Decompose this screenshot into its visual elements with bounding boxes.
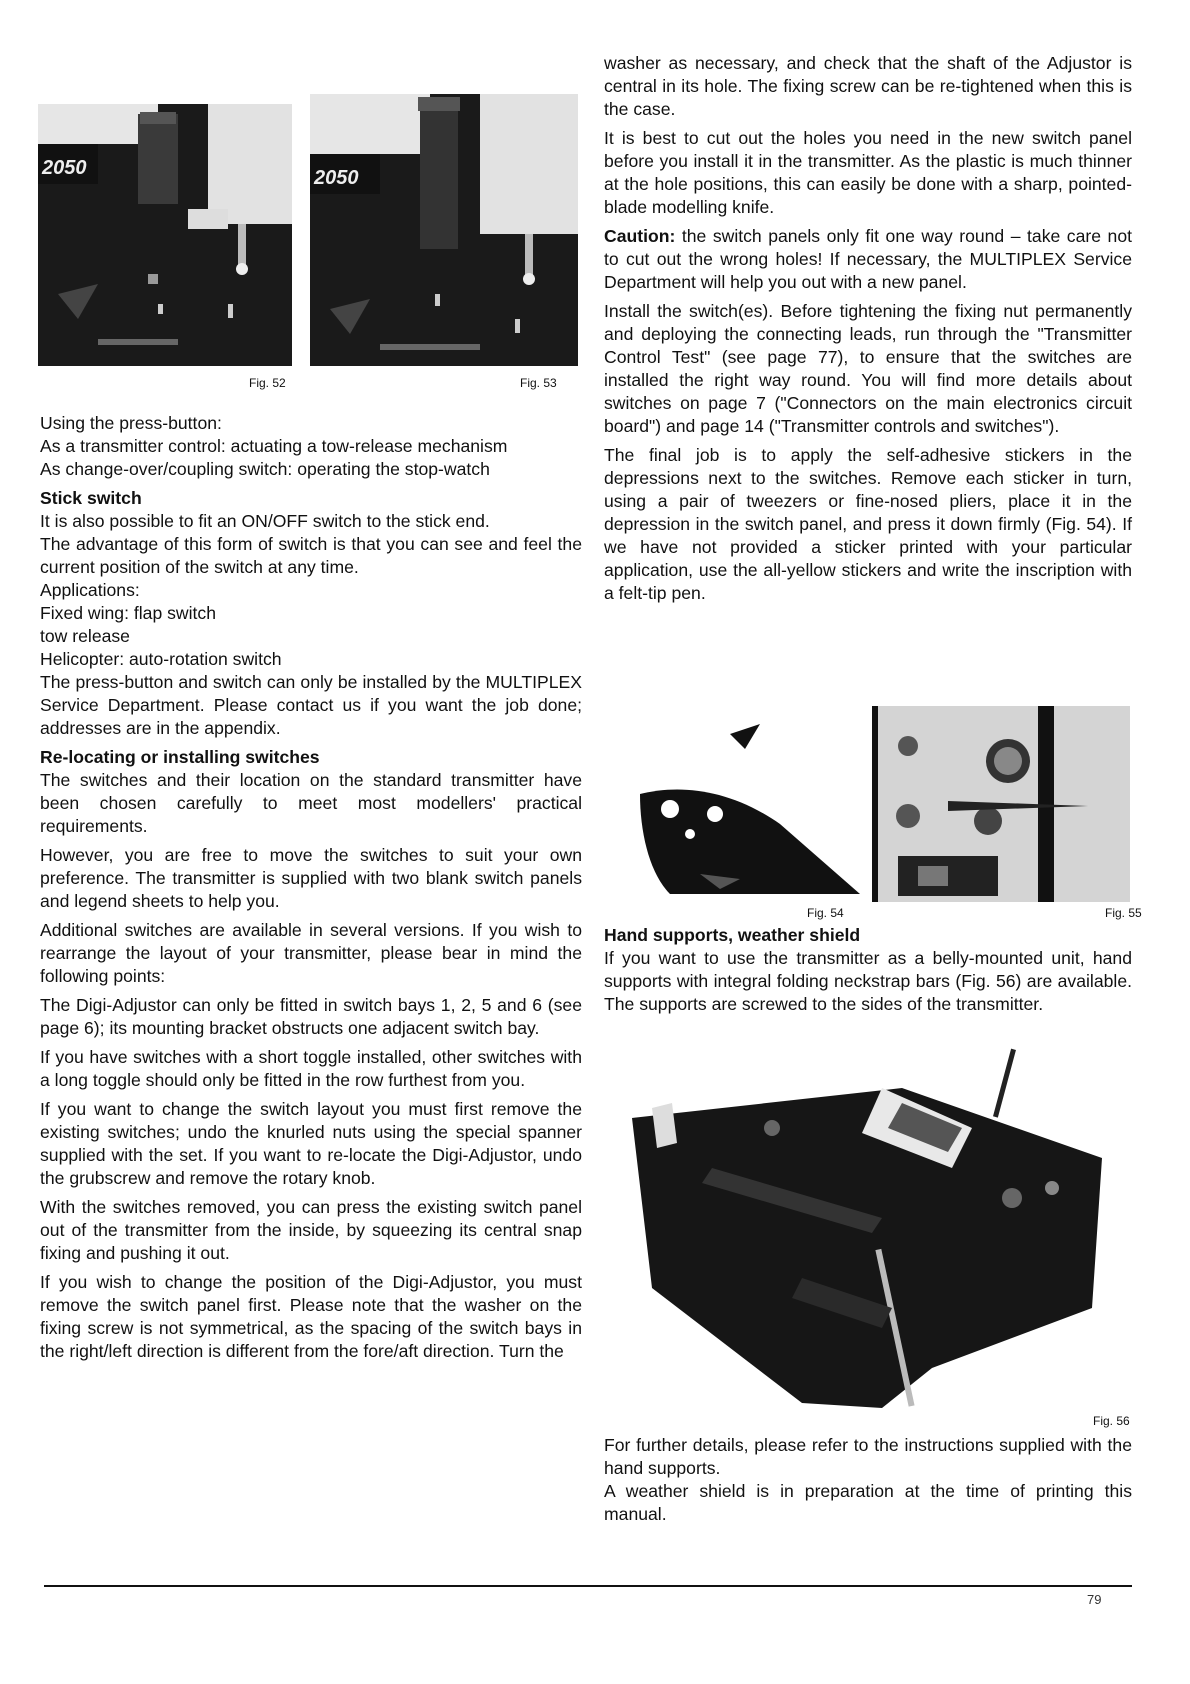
footer-rule xyxy=(44,1585,1132,1587)
page-number: 79 xyxy=(1087,1592,1102,1607)
applications-label: Applications: xyxy=(40,580,140,600)
fig-52-caption: Fig. 52 xyxy=(249,376,286,390)
installation-paragraph: The press-button and switch can only be installed by the MULTIPLEX Service Department. Please contact us if you want the job done; addresses are in the appendix. xyxy=(40,672,582,738)
washer-paragraph: washer as necessary, and check that the shaft of the Adjustor is central in its hole. The fixing screw can be re-tightened when this is the case. xyxy=(604,53,1132,119)
relocating-paragraph-2: However, you are free to move the switches to suit your own preference. The transmitter is supplied with two blank switch panels and legend sheets to help you. xyxy=(40,845,582,911)
install-switches-paragraph: Install the switch(es). Before tightening the fixing nut permanently and deploying the connecting leads, run through the "Transmitter Control Test" (see page 77), to ensure that the switches are installed the right way round. You will find more details about switches on page 7 ("Connectors on the main electronics circuit board") and page 14 ("Transmitter controls and switches"). xyxy=(604,301,1132,436)
relocating-heading: Re-locating or installing switches xyxy=(40,747,320,767)
right-column-middle xyxy=(604,924,1132,1022)
caution-paragraph xyxy=(604,225,1132,294)
caution-label: Caution: xyxy=(604,226,676,246)
relocating-paragraph-5: If you have switches with a short toggle installed, other switches with a long toggle should only be fitted in the row furthest from you. xyxy=(40,1047,582,1090)
fig-55-illustration xyxy=(878,706,1130,902)
fig-55-caption: Fig. 55 xyxy=(1105,906,1142,920)
press-button-changeover-use: As change-over/coupling switch: operating the stop-watch xyxy=(40,459,490,479)
application-tow-release: tow release xyxy=(40,626,130,646)
caution-text: the switch panels only fit one way round – take care not to cut out the wrong holes! If necessary, the MULTIPLEX Service Department will help you out with a new panel. xyxy=(604,226,1132,292)
stickers-paragraph: The final job is to apply the self-adhesive stickers in the depressions next to the switches. Remove each sticker in turn, using a pair of tweezers or fine-nosed pliers, place it in the depression in the switch panel, and press it down firmly (Fig. 54). If we have not provided a sticker printed with your particular application, use the all-yellow stickers and write the inscription with a felt-tip pen. xyxy=(604,445,1132,603)
further-details-paragraph: For further details, please refer to the instructions supplied with the hand supports. xyxy=(604,1435,1132,1478)
fig-54-caption: Fig. 54 xyxy=(807,906,844,920)
relocating-paragraph-3: Additional switches are available in several versions. If you wish to rearrange the layout of your transmitter, please bear in mind the following points: xyxy=(40,920,582,986)
hand-supports-paragraph: If you want to use the transmitter as a belly-mounted unit, hand supports with integral folding neckstrap bars (Fig. 56) are available. The supports are screwed to the sides of the transmitter. xyxy=(604,948,1132,1014)
fig-53-illustration xyxy=(310,94,578,366)
relocating-paragraph-8: If you wish to change the position of the Digi-Adjustor, you must remove the switch panel first. Please note that the washer on the fixing screw is not symmetrical, as the spacing of the switch bays in the right/left direction is different from the fore/aft direction. Turn the xyxy=(40,1272,582,1361)
relocating-paragraph-1: The switches and their location on the standard transmitter have been chosen carefully to meet most modellers' practical requirements. xyxy=(40,770,582,836)
fig-53-logo: 2050 xyxy=(314,167,359,189)
fig-52-photo xyxy=(38,104,292,366)
relocating-paragraph-7: With the switches removed, you can press the existing switch panel out of the transmitter from the inside, by squeezing its central snap fixing and pushing it out. xyxy=(40,1197,582,1263)
press-button-transmitter-use: As a transmitter control: actuating a tow-release mechanism xyxy=(40,436,508,456)
weather-shield-paragraph: A weather shield is in preparation at the time of printing this manual. xyxy=(604,1481,1132,1524)
press-button-intro: Using the press-button: xyxy=(40,413,222,433)
right-column-bottom xyxy=(604,1434,1132,1532)
fig-53-caption: Fig. 53 xyxy=(520,376,557,390)
fig-55-photo xyxy=(872,706,1136,902)
stick-switch-heading: Stick switch xyxy=(40,488,142,508)
fig-54-illustration xyxy=(640,714,870,904)
left-column xyxy=(40,412,582,1369)
application-helicopter: Helicopter: auto-rotation switch xyxy=(40,649,282,669)
right-column-top xyxy=(604,52,1132,611)
fig-52-logo: 2050 xyxy=(42,157,87,179)
fig-56-illustration xyxy=(632,1048,1122,1408)
application-fixed-wing: Fixed wing: flap switch xyxy=(40,603,217,623)
fig-54-photo xyxy=(640,714,870,904)
fig-56-caption: Fig. 56 xyxy=(1093,1414,1130,1428)
stick-switch-paragraph-1: It is also possible to fit an ON/OFF switch to the stick end. xyxy=(40,511,490,531)
fig-53-photo xyxy=(310,94,578,366)
relocating-paragraph-6: If you want to change the switch layout you must first remove the existing switches; undo the knurled nuts using the special spanner supplied with the set. If you want to re-locate the Digi-Adjustor, undo the grubscrew and remove the rotary knob. xyxy=(40,1099,582,1188)
cut-holes-paragraph: It is best to cut out the holes you need in the new switch panel before you install it in the transmitter. As the plastic is much thinner at the hole positions, this can easily be done with a sharp, pointed-blade modelling knife. xyxy=(604,128,1132,217)
relocating-paragraph-4: The Digi-Adjustor can only be fitted in switch bays 1, 2, 5 and 6 (see page 6); its mounting bracket obstructs one adjacent switch bay. xyxy=(40,995,582,1038)
fig-52-illustration xyxy=(38,104,292,366)
fig-56-photo xyxy=(632,1048,1122,1408)
stick-switch-paragraph-2: The advantage of this form of switch is that you can see and feel the current position of the switch at any time. xyxy=(40,534,582,577)
hand-supports-heading: Hand supports, weather shield xyxy=(604,925,861,945)
